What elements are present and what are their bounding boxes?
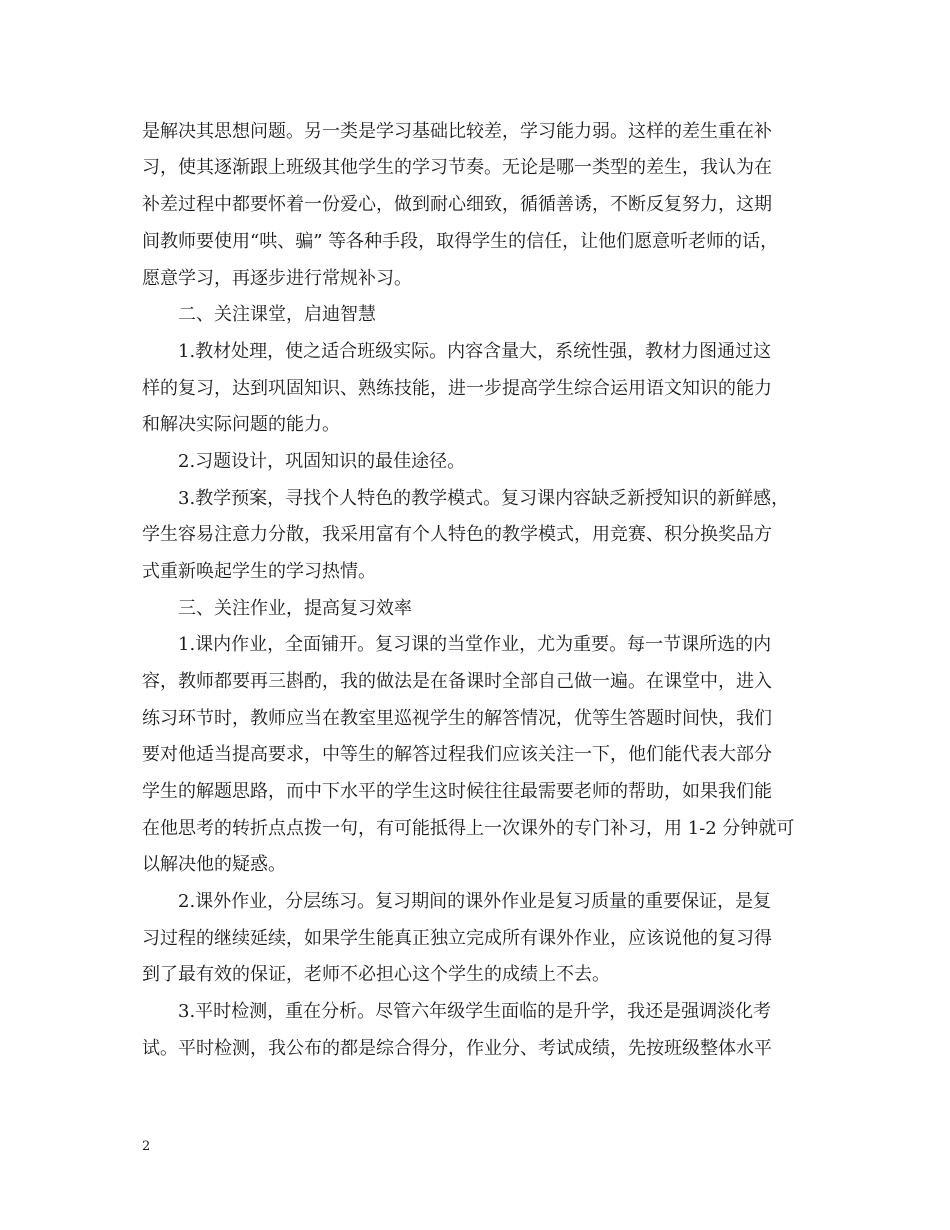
text-line: 试。平时检测，我公布的都是综合得分，作业分、考试成绩，先按班级整体水平 — [142, 1038, 772, 1059]
section-heading: 三、关注作业，提高复习效率 — [178, 598, 412, 619]
text-line: 以解决他的疑惑。 — [142, 854, 286, 875]
page-number: 2 — [142, 1139, 151, 1154]
section-heading: 二、关注课堂，启迪智慧 — [178, 304, 376, 325]
text-line: 2.课外作业，分层练习。复习期间的课外作业是复习质量的重要保证，是复 — [178, 891, 772, 912]
text-line: 式重新唤起学生的学习热情。 — [142, 561, 376, 582]
text-line: 和解决实际问题的能力。 — [142, 414, 340, 435]
text-line: 在他思考的转折点点拨一句，有可能抵得上一次课外的专门补习，用 1-2 分钟就可 — [142, 818, 795, 839]
text-line: 是解决其思想问题。另一类是学习基础比较差，学习能力弱。这样的差生重在补 — [142, 121, 772, 142]
text-line: 样的复习，达到巩固知识、熟练技能，进一步提高学生综合运用语文知识的能力 — [142, 378, 772, 399]
text-line: 3.平时检测，重在分析。尽管六年级学生面临的是升学，我还是强调淡化考 — [178, 1001, 772, 1022]
text-line: 练习环节时，教师应当在教室里巡视学生的解答情况，优等生答题时间快，我们 — [142, 708, 772, 729]
text-line: 学生的解题思路，而中下水平的学生这时候往往最需要老师的帮助，如果我们能 — [142, 781, 772, 802]
text-line: 间教师要使用“哄、骗” 等各种手段，取得学生的信任，让他们愿意听老师的话， — [142, 231, 779, 252]
text-line: 3.教学预案，寻找个人特色的教学模式。复习课内容缺乏新授知识的新鲜感， — [178, 488, 790, 509]
text-line: 到了最有效的保证，老师不必担心这个学生的成绩上不去。 — [142, 964, 610, 985]
text-line: 学生容易注意力分散，我采用富有个人特色的教学模式，用竞赛、积分换奖品方 — [142, 524, 772, 545]
text-line: 1.教材处理，使之适合班级实际。内容含量大，系统性强，教材力图通过这 — [178, 341, 772, 362]
text-line: 补差过程中都要怀着一份爱心，做到耐心细致，循循善诱，不断反复努力，这期 — [142, 194, 772, 215]
text-line: 习，使其逐渐跟上班级其他学生的学习节奏。无论是哪一类型的差生，我认为在 — [142, 157, 772, 178]
text-line: 容，教师都要再三斟酌，我的做法是在备课时全部自己做一遍。在课堂中，进入 — [142, 671, 772, 692]
text-line: 要对他适当提高要求，中等生的解答过程我们应该关注一下，他们能代表大部分 — [142, 744, 772, 765]
text-line: 2.习题设计，巩固知识的最佳途径。 — [178, 451, 466, 472]
text-line: 1.课内作业，全面铺开。复习课的当堂作业，尤为重要。每一节课所选的内 — [178, 634, 772, 655]
text-line: 习过程的继续延续，如果学生能真正独立完成所有课外作业，应该说他的复习得 — [142, 928, 772, 949]
text-line: 愿意学习，再逐步进行常规补习。 — [142, 268, 412, 289]
